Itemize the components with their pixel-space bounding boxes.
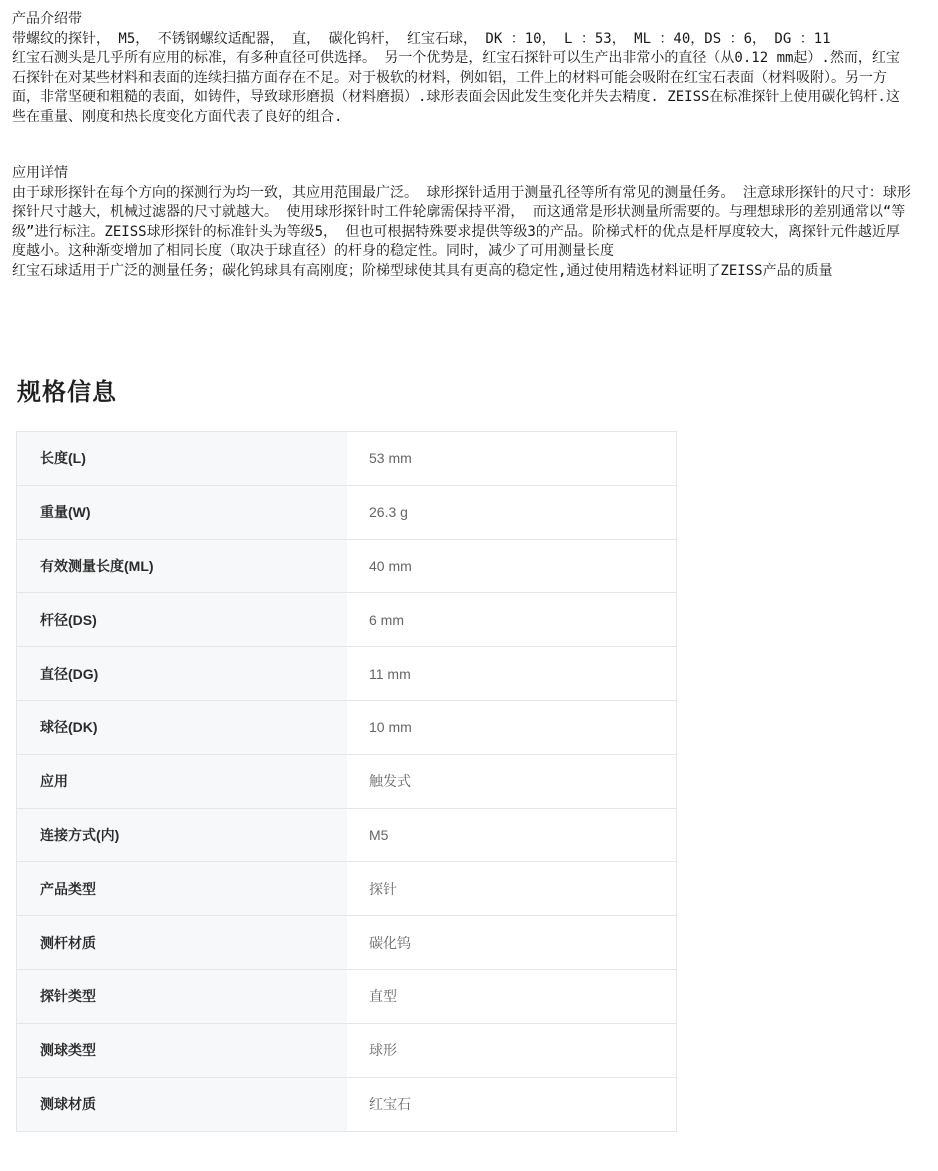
product-intro — [12, 10, 912, 127]
spec-value: 探针 — [347, 862, 676, 915]
intro-description: 红宝石测头是几乎所有应用的标准，有多种直径可供选择。 另一个优势是，红宝石探针可以生产出非常小的直径（从0.12 mm起）.然而，红宝石探针在对某些材料和表面的连续扫描方面存在不足。对于极软的材料，例如铝，工件上的材料可能会吸附在红宝石表面（材料吸附）。另一方面，非常坚硬和粗糙的表面，如铸件，导致球形磨损（材料磨损）.球形表面会因此发生变化并失去精度. ZEISS在标准探针上使用碳化钨杆.这些在重量、刚度和热长度变化方面代表了良好的组合. — [12, 50, 900, 125]
spec-key: 直径(DG) — [17, 647, 347, 700]
spec-row-product-type — [17, 862, 676, 916]
spec-value: 红宝石 — [347, 1078, 676, 1132]
spec-key: 探针类型 — [17, 970, 347, 1023]
intro-heading: 产品介绍带 — [12, 11, 82, 27]
spec-row-stem-material — [17, 916, 676, 970]
spec-value: 40 mm — [347, 540, 676, 593]
spec-key: 长度(L) — [17, 432, 347, 485]
spec-value: 碳化钨 — [347, 916, 676, 969]
spec-key: 重量(W) — [17, 486, 347, 539]
application-detail — [12, 164, 912, 281]
spec-key: 测杆材质 — [17, 916, 347, 969]
detail-heading: 应用详情 — [12, 165, 68, 181]
spec-row-application — [17, 755, 676, 809]
spec-table — [16, 431, 677, 1132]
spec-title: 规格信息 — [17, 379, 117, 406]
spec-key: 杆径(DS) — [17, 593, 347, 646]
spec-row-ball-material — [17, 1078, 676, 1132]
spec-value: 球形 — [347, 1024, 676, 1077]
spec-row-probe-type — [17, 970, 676, 1024]
spec-row-ball-type — [17, 1024, 676, 1078]
spec-row-weight — [17, 486, 676, 540]
detail-paragraph-2: 红宝石球适用于广泛的测量任务；碳化钨球具有高刚度；阶梯型球使其具有更高的稳定性,通过使用精选材料证明了ZEISS产品的质量 — [12, 262, 833, 279]
spec-value: 10 mm — [347, 701, 676, 754]
spec-value: 直型 — [347, 970, 676, 1023]
spec-key: 应用 — [17, 755, 347, 808]
spec-key: 连接方式(内) — [17, 809, 347, 862]
spec-value: 6 mm — [347, 593, 676, 646]
spec-value: M5 — [347, 809, 676, 862]
spec-value: 11 mm — [347, 647, 676, 700]
spec-row-diameter — [17, 647, 676, 701]
spec-row-stem-diameter — [17, 593, 676, 647]
detail-paragraph-1: 由于球形探针在每个方向的探测行为均一致，其应用范围最广泛。 球形探针适用于测量孔径等所有常见的测量任务。 注意球形探针的尺寸：球形探针尺寸越大，机械过滤器的尺寸就越大。 使用球形探针时工件轮廓需保持平滑， 而这通常是形状测量所需要的。与理想球形的差别通常以“等级”进行标注。ZEISS球形探针的标准针头为等级5， 但也可根据特殊要求提供等级3的产品。阶梯式杆的优点是杆厚度较大，离探针元件越近厚度越小。这种渐变增加了相同长度（取决于球直径）的杆身的稳定性。同时，减少了可用测量长度 — [12, 184, 911, 259]
spec-row-measure-length — [17, 540, 676, 594]
intro-summary-line: 带螺纹的探针， M5， 不锈钢螺纹适配器， 直， 碳化钨杆， 红宝石球， DK ：10， L ：53， ML ：40，DS ：6， DG ：11 — [12, 30, 831, 47]
spec-value: 26.3 g — [347, 486, 676, 539]
spec-key: 产品类型 — [17, 862, 347, 915]
spec-key: 测球类型 — [17, 1024, 347, 1077]
spec-key: 有效测量长度(ML) — [17, 540, 347, 593]
spec-value: 触发式 — [347, 755, 676, 808]
spec-value: 53 mm — [347, 432, 676, 485]
spec-key: 球径(DK) — [17, 701, 347, 754]
spec-row-ball-diameter — [17, 701, 676, 755]
spec-row-connection — [17, 809, 676, 863]
spec-row-length — [17, 432, 676, 486]
spec-key: 测球材质 — [17, 1078, 347, 1132]
